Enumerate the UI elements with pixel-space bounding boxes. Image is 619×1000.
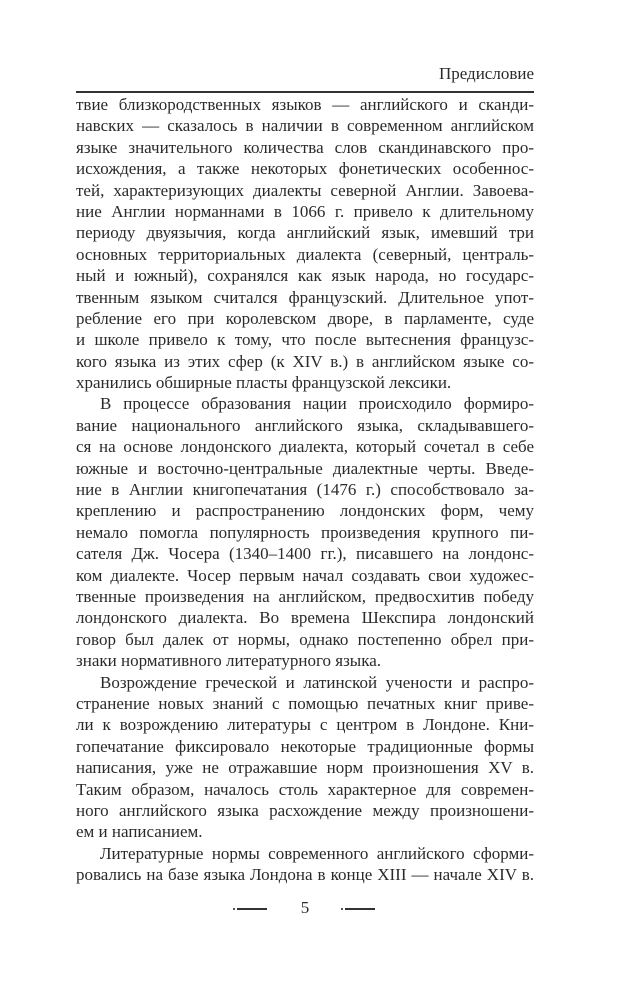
paragraph	[76, 393, 534, 671]
text-line: ровались на базе языка Лондона в конце XIII — начале XIV в.	[76, 865, 534, 885]
text-line: говор был далек от нормы, однако постепенно обрел при-	[76, 629, 534, 649]
text-line: кого языка из этих сфер (к XIV в.) в английском языке со-	[76, 351, 534, 371]
text-line: ся на основе лондонского диалекта, который сочетал в себе	[76, 437, 534, 457]
text-line: сателя Дж. Чосера (1340–1400 гг.), писавшего на лондонс-	[76, 544, 534, 564]
folio-ornament-right	[345, 908, 375, 910]
text-line: периоду двуязычия, когда английский язык, имевший три	[76, 223, 534, 243]
text-line: знаки нормативного литературного языка.	[76, 651, 382, 671]
text-line: лондонского диалекта. Во времена Шекспира лондонский	[76, 608, 534, 628]
text-line: и школе привело к тому, что после вытеснения французс-	[76, 330, 534, 350]
text-line: южные и восточно-центральные диалектные черты. Введе-	[76, 458, 534, 478]
page-footer	[0, 896, 619, 920]
header-rule	[76, 91, 534, 93]
running-header: Предисловие	[438, 64, 534, 83]
text-line: тей, характеризующих диалекты северной Англии. Завоева-	[76, 180, 534, 200]
page-number: 5	[300, 898, 310, 917]
text-line: ние в Англии книгопечатания (1476 г.) способствовало за-	[76, 480, 534, 500]
text-line: вание национального английского языка, складывавшего-	[76, 415, 534, 435]
text-line: исхождения, а также некоторых фонетических особеннос-	[76, 159, 534, 179]
text-line: ребление его при королевском дворе, в парламенте, суде	[76, 308, 534, 328]
text-line: навских — сказалось в наличии в современном английском	[76, 116, 534, 136]
folio-ornament-left	[237, 908, 267, 910]
body-text	[76, 94, 534, 885]
text-line: Возрождение греческой и латинской учености и распро-	[100, 672, 534, 692]
text-line: ли к возрождению литературы с центром в Лондоне. Кни-	[76, 715, 534, 735]
text-line: креплению и распространению лондонских форм, чему	[76, 501, 534, 521]
text-line: твенные произведения на английском, предвосхитив победу	[76, 586, 534, 606]
text-line: твие близкородственных языков — английского и сканди-	[76, 95, 534, 114]
text-line: гопечатание фиксировало некоторые традиционные формы	[76, 736, 534, 756]
text-line: ние Англии норманнами в 1066 г. привело к длительному	[76, 201, 534, 221]
text-line: ком диалекте. Чосер первым начал создавать свои художес-	[76, 565, 534, 585]
paragraph	[76, 843, 534, 886]
text-line: написания, уже не отражавшие норм произношения XV в.	[76, 758, 534, 778]
text-line: В процессе образования нации происходило формиро-	[100, 394, 534, 414]
text-line: языке значительного количества слов скандинавского про-	[76, 137, 534, 157]
text-line: ный и южный), сохранялся как язык народа, но государс-	[76, 266, 534, 286]
text-line: ем и написанием.	[76, 822, 203, 842]
folio-ornament-dot-right	[341, 908, 343, 910]
text-line: ного английского языка расхождение между произношени-	[76, 800, 534, 820]
paragraph	[76, 94, 534, 393]
text-line: Литературные нормы современного английского сформи-	[100, 843, 534, 863]
text-line: странение новых знаний с помощью печатных книг приве-	[76, 693, 534, 713]
folio-ornament-dot-left	[233, 908, 235, 910]
text-line: твенным языком считался французский. Длительное упот-	[76, 287, 534, 307]
text-line: немало помогла популярность произведения крупного пи-	[76, 522, 534, 542]
text-line: Таким образом, началось столь характерное для современ-	[76, 779, 534, 799]
text-line: основных территориальных диалекта (северный, централь-	[76, 244, 534, 264]
text-line: хранились обширные пласты французской лексики.	[76, 373, 452, 393]
paragraph	[76, 672, 534, 843]
